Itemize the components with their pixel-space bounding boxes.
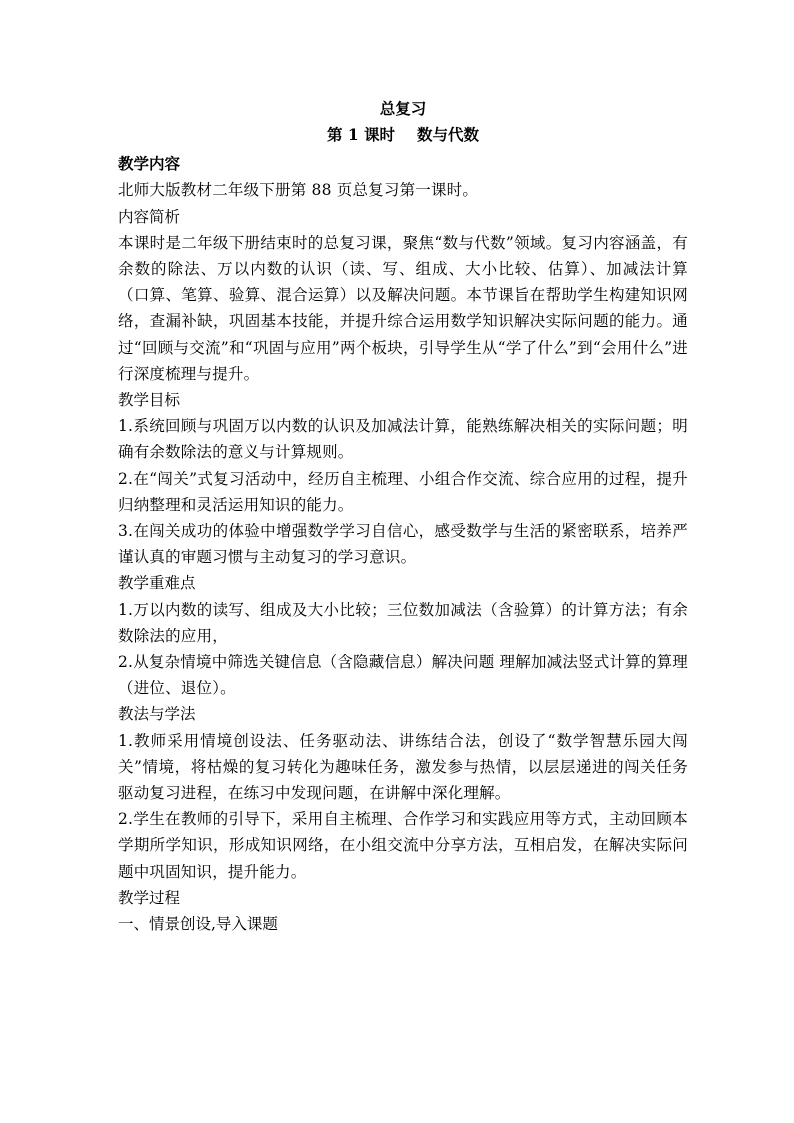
key-point-item-1: 1.万以内数的读写、组成及大小比较；三位数加减法（含验算）的计算方法；有余数除法的应用， <box>118 600 688 645</box>
document-subtitle <box>118 122 688 151</box>
section-heading-process: 教学过程 <box>118 888 181 907</box>
lesson-number: 第 1 课时 <box>326 125 396 145</box>
content-text: 北师大版教材二年级下册第 88 页总复习第一课时。 <box>118 181 479 200</box>
analysis-text: 本课时是二年级下册结束时的总复习课，聚焦“数与代数”领域。复习内容涵盖，有余数的除法、万以内数的认识（读、写、组成、大小比较、估算）、加减法计算（口算、笔算、验算、混合运算）以及解决问题。本节课旨在帮助学生构建知识网络，查漏补缺，巩固基本技能，并提升综合运用数学知识解决实际问题的能力。通过“回顾与交流”和“巩固与应用”两个板块，引导学生从“学了什么”到“会用什么”进行深度梳理与提升。 <box>118 233 688 383</box>
process-step-1: 一、情景创设,导入课题 <box>118 915 278 934</box>
goal-item-3: 3.在闯关成功的体验中增强数学学习自信心，感受数学与生活的紧密联系，培养严谨认真的审题习惯与主动复习的学习意识。 <box>118 522 688 567</box>
section-heading-analysis: 内容简析 <box>118 207 181 226</box>
key-point-item-2: 2.从复杂情境中筛选关键信息（含隐藏信息）解决问题 理解加减法竖式计算的算理（进位、退位）。 <box>118 653 688 698</box>
section-heading-methods: 教法与学法 <box>118 705 196 724</box>
goal-item-2: 2.在“闯关”式复习活动中，经历自主梳理、小组合作交流、综合应用的过程，提升归纳整理和灵活运用知识的能力。 <box>118 469 688 514</box>
section-heading-content: 教学内容 <box>118 154 181 174</box>
goal-item-1: 1.系统回顾与巩固万以内数的认识及加减法计算，能熟练解决相关的实际问题；明确有余数除法的意义与计算规则。 <box>118 417 688 462</box>
section-heading-key-points: 教学重难点 <box>118 574 196 593</box>
document-body <box>118 96 688 937</box>
section-heading-goals: 教学目标 <box>118 391 181 410</box>
document-title: 总复习 <box>379 99 427 118</box>
lesson-topic: 数与代数 <box>417 125 480 145</box>
method-item-1: 1.教师采用情境创设法、任务驱动法、讲练结合法，创设了“数学智慧乐园大闯关”情境，将枯燥的复习转化为趣味任务，激发参与热情，以层层递进的闯关任务驱动复习进程，在练习中发现问题，在讲解中深化理解。 <box>118 731 688 803</box>
method-item-2: 2.学生在教师的引导下，采用自主梳理、合作学习和实践应用等方式，主动回顾本学期所学知识，形成知识网络，在小组交流中分享方法，互相启发，在解决实际问题中巩固知识，提升能力。 <box>118 810 688 881</box>
